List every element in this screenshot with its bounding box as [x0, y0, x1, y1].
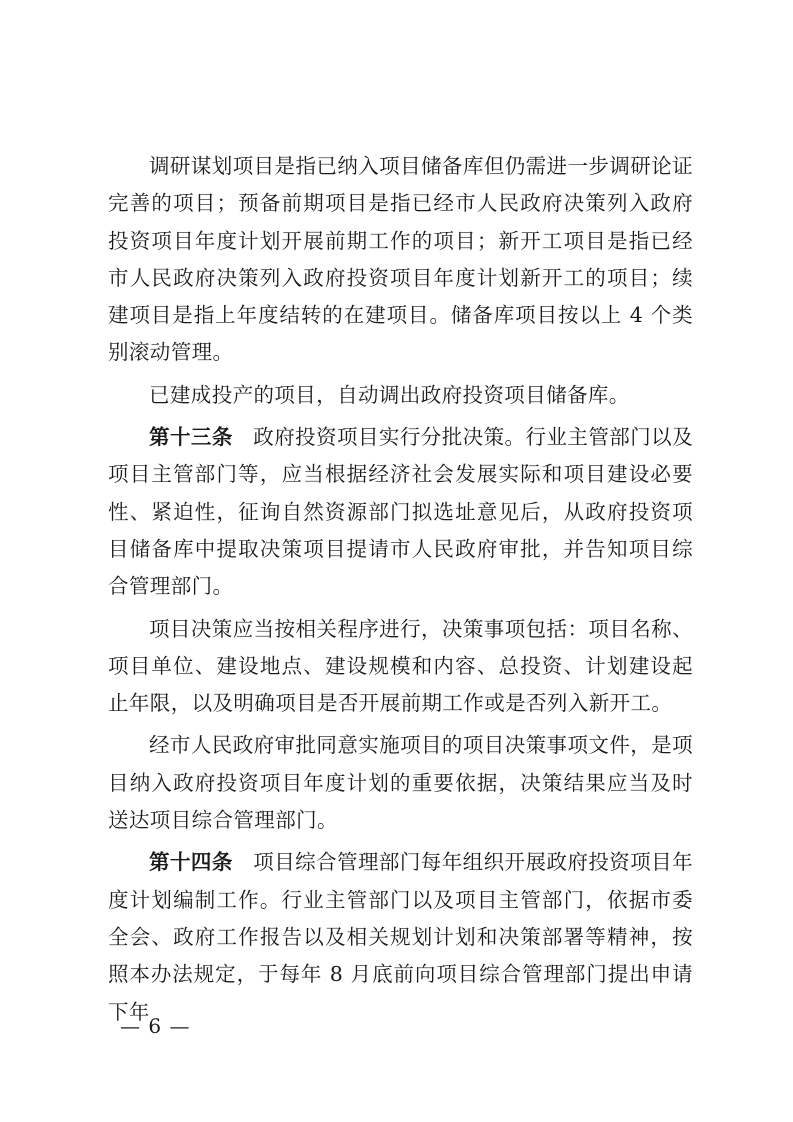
paragraph-text: 经市人民政府审批同意实施项目的项目决策事项文件，是项目纳入政府投资项目年度计划的重要依据，决策结果应当及时送达项目综合管理部门。: [108, 733, 693, 833]
article-14-title: 第十四条: [149, 850, 233, 875]
paragraph-text: 项目决策应当按相关程序进行，决策事项包括：项目名称、项目单位、建设地点、建设规模和内容、总投资、计划建设起止年限，以及明确项目是否开展前期工作或是否列入新开工。: [108, 616, 693, 716]
paragraph-text: 调研谋划项目是指已纳入项目储备库但仍需进一步调研论证完善的项目；预备前期项目是指已经市人民政府决策列入政府投资项目年度计划开展前期工作的项目；新开工项目是指已经市人民政府决策列入政府投资项目年度计划新开工的项目；续建项目是指上年度结转的在建项目。储备库项目按以上 4 个类别滚动管理。: [108, 154, 693, 365]
article-14-paragraph: [108, 844, 693, 1030]
paragraph-4: [108, 611, 693, 723]
paragraph-text: 已建成投产的项目，自动调出政府投资项目储备库。: [149, 382, 630, 407]
paragraph-1: [108, 148, 693, 372]
article-13-title: 第十三条: [149, 425, 233, 450]
paragraph-2: [108, 377, 693, 414]
paragraph-text: 政府投资项目实行分批决策。行业主管部门以及项目主管部门等，应当根据经济社会发展实际和项目建设必要性、紧迫性，征询自然资源部门拟选址意见后，从政府投资项目储备库中提取决策项目提请市人民政府审批，并告知项目综合管理部门。: [108, 425, 693, 599]
article-13-paragraph: [108, 419, 693, 605]
paragraph-text: 项目综合管理部门每年组织开展政府投资项目年度计划编制工作。行业主管部门以及项目主管部门，依据市委全会、政府工作报告以及相关规划计划和决策部署等精神，按照本办法规定，于每年 8 月底前向项目综合管理部门提出申请下年: [108, 850, 693, 1024]
document-body: [108, 148, 693, 1036]
page-number: — 6 —: [120, 1014, 191, 1038]
paragraph-5: [108, 727, 693, 839]
